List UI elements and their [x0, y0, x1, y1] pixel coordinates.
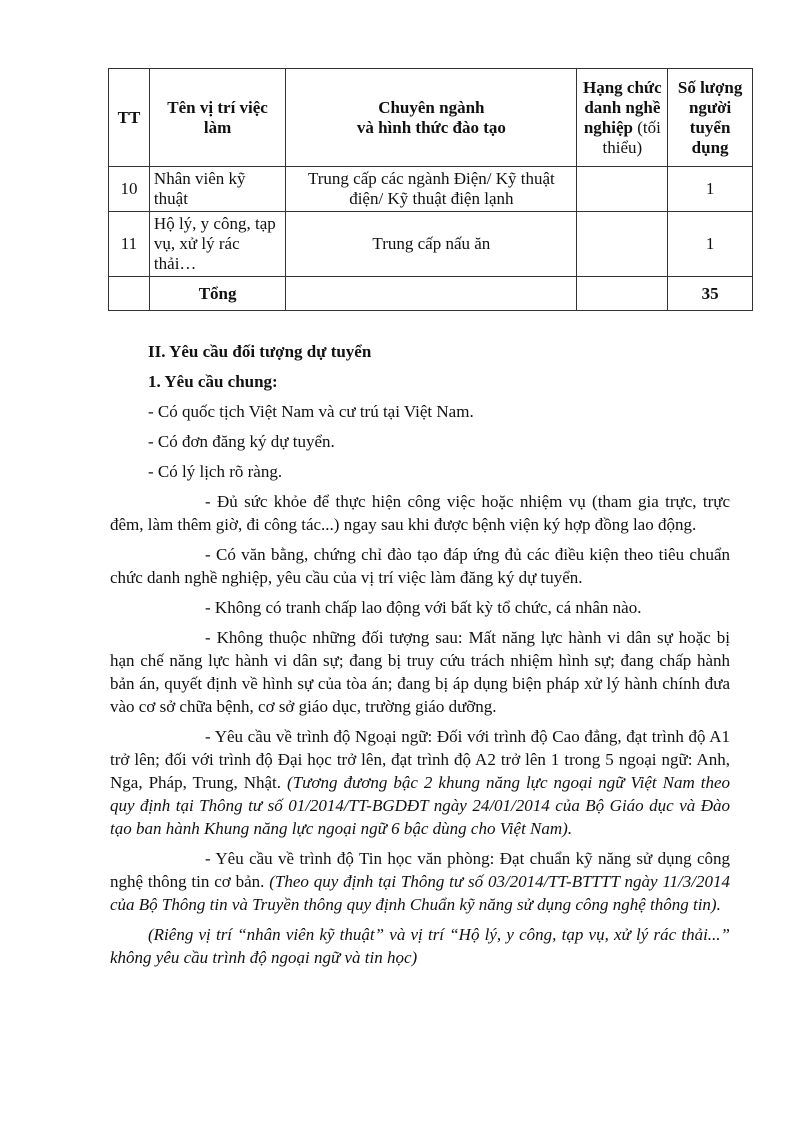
- it-note: (Theo quy định tại Thông tư số 03/2014/TT-BTTTT ngày 11/3/2014 của Bộ Thông tin và Truyền thông quy định Chuẩn kỹ năng sử dụng công nghệ thông tin).: [110, 872, 730, 914]
- requirement-item: - Có quốc tịch Việt Nam và cư trú tại Việt Nam.: [148, 402, 474, 421]
- requirements-section: [110, 340, 730, 976]
- foreign-language-requirement: [110, 725, 730, 840]
- header-rank-note: (tối thiểu): [602, 117, 661, 157]
- requirement-item: - Đủ sức khỏe để thực hiện công việc hoặc nhiệm vụ (tham gia trực, trực đêm, làm thêm giờ, đi công tác...) ngay sau khi được bệnh viện ký hợp đồng lao động.: [110, 492, 730, 534]
- header-tt: TT: [109, 69, 150, 167]
- foreign-language-note: (Tương đương bậc 2 khung năng lực ngoại ngữ Việt Nam theo quy định tại Thông tư số 01/2014/TT-BGDĐT ngày 24/01/2014 của Bộ Giáo dục và Đào tạo ban hành Khung năng lực ngoại ngữ 6 bậc dùng cho Việt Nam).: [110, 773, 730, 838]
- table-row: [109, 212, 753, 277]
- total-value: 35: [668, 277, 753, 311]
- recruitment-table: [108, 68, 753, 311]
- total-label: Tổng: [149, 277, 285, 311]
- section-heading: II. Yêu cầu đối tượng dự tuyển: [148, 342, 372, 361]
- section-subheading: 1. Yêu cầu chung:: [148, 372, 278, 391]
- requirement-item: - Có đơn đăng ký dự tuyển.: [148, 432, 335, 451]
- header-rank-label: Hạng chức danh nghề nghiệp: [583, 77, 662, 137]
- it-text: - Yêu cầu về trình độ Tin học văn phòng: Đạt chuẩn kỹ năng sử dụng công nghệ thông tin cơ bản.: [110, 849, 730, 891]
- foreign-language-text: - Yêu cầu về trình độ Ngoại ngữ: Đối với trình độ Cao đẳng, đạt trình độ A1 trở lên; đối với trình độ Đại học trở lên, đạt trình độ A2 trở lên 1 trong 5 ngoại ngữ: Anh, Nga, Pháp, Trung, Nhật.: [110, 727, 730, 792]
- cell-tt: 10: [109, 167, 150, 212]
- table-total-row: [109, 277, 753, 311]
- it-requirement: [110, 847, 730, 916]
- cell-major: Trung cấp các ngành Điện/ Kỹ thuật điện/ Kỹ thuật điện lạnh: [286, 167, 577, 212]
- header-count: Số lượng người tuyển dụng: [668, 69, 753, 167]
- requirement-item: - Không có tranh chấp lao động với bất kỳ tổ chức, cá nhân nào.: [205, 598, 642, 617]
- header-rank: [577, 69, 668, 167]
- table-row: [109, 167, 753, 212]
- cell-position: Nhân viên kỹ thuật: [149, 167, 285, 212]
- cell-position: Hộ lý, y công, tạp vụ, xử lý rác thải…: [149, 212, 285, 277]
- header-major: Chuyên ngành và hình thức đào tạo: [286, 69, 577, 167]
- requirement-item: - Có văn bằng, chứng chỉ đào tạo đáp ứng đủ các điều kiện theo tiêu chuẩn chức danh nghề nghiệp, yêu cầu của vị trí việc làm đăng ký dự tuyển.: [110, 545, 730, 587]
- cell-rank: [577, 212, 668, 277]
- exception-text: (Riêng vị trí “nhân viên kỹ thuật” và vị trí “Hộ lý, y công, tạp vụ, xử lý rác thải...” không yêu cầu trình độ ngoại ngữ và tin học): [110, 925, 730, 967]
- cell-tt: 11: [109, 212, 150, 277]
- cell-empty: [577, 277, 668, 311]
- header-position: Tên vị trí việc làm: [149, 69, 285, 167]
- cell-empty: [109, 277, 150, 311]
- cell-count: 1: [668, 212, 753, 277]
- cell-empty: [286, 277, 577, 311]
- requirement-item: - Không thuộc những đối tượng sau: Mất năng lực hành vi dân sự hoặc bị hạn chế năng lực hành vi dân sự; đang bị truy cứu trách nhiệm hình sự; đang chấp hành bản án, quyết định về hình sự của tòa án; đang bị áp dụng biện pháp xử lý hành chính đưa vào cơ sở chữa bệnh, cơ sở giáo dục, trường giáo dưỡng.: [110, 628, 730, 716]
- cell-major: Trung cấp nấu ăn: [286, 212, 577, 277]
- table-header-row: [109, 69, 753, 167]
- cell-count: 1: [668, 167, 753, 212]
- exception-note: [110, 923, 730, 969]
- cell-rank: [577, 167, 668, 212]
- requirement-item: - Có lý lịch rõ ràng.: [148, 462, 283, 481]
